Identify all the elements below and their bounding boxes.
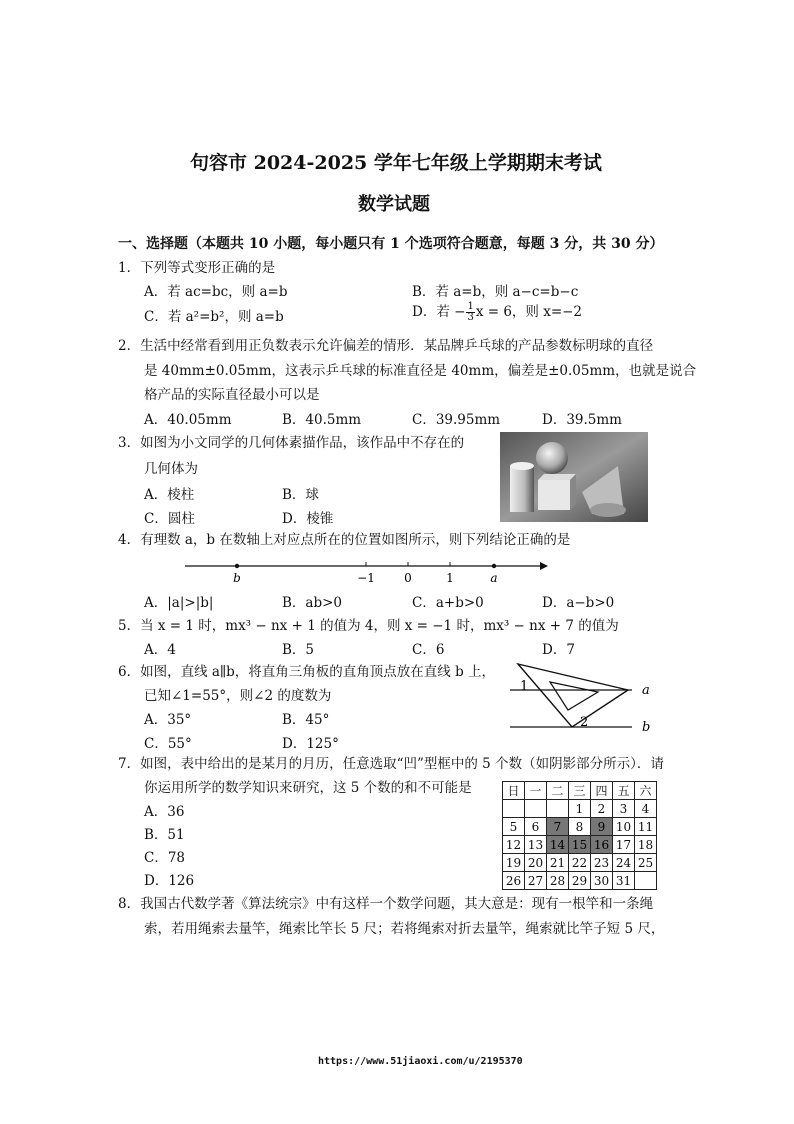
- calendar-cell: 22: [569, 854, 591, 872]
- line-b-label: b: [642, 720, 651, 735]
- label-0: 0: [404, 571, 412, 585]
- q8-line2: 索，若用绳索去量竿，绳索比竿长 5 尺；若将绳索对折去量竿，绳索就比竿子短 5 尺，: [144, 921, 665, 937]
- footer-url[interactable]: https://www.51jiaoxi.com/u/2195370: [318, 1056, 523, 1067]
- calendar-header-cell: 三: [569, 782, 591, 800]
- triangle-inner: [550, 682, 598, 710]
- page-subtitle: 数学试题: [358, 194, 430, 215]
- q6-option-d: D．125°: [282, 736, 339, 752]
- q1-stem: 1．下列等式变形正确的是: [118, 260, 276, 276]
- parallel-lines-triangle-figure: [500, 660, 660, 740]
- calendar-cell: [547, 800, 569, 818]
- q4-option-b: B．ab>0: [282, 595, 343, 611]
- q2-option-c: C．39.95mm: [412, 412, 501, 428]
- number-line-arrow-icon: [540, 562, 548, 570]
- calendar-row: [503, 872, 657, 890]
- cylinder-shape: [510, 466, 534, 512]
- q6-option-b: B．45°: [282, 712, 330, 728]
- fraction-numerator: 1: [467, 301, 474, 312]
- calendar-header-cell: 四: [591, 782, 613, 800]
- q6-option-c: C．55°: [144, 736, 192, 752]
- q3-option-b: B．球: [282, 487, 319, 503]
- calendar-header-cell: 六: [635, 782, 657, 800]
- line-a-label: a: [642, 683, 650, 698]
- calendar-header-cell: 五: [613, 782, 635, 800]
- calendar-cell: 20: [525, 854, 547, 872]
- label-minus1: −1: [357, 571, 375, 585]
- number-line-figure: [180, 558, 550, 586]
- calendar-cell: 8: [569, 818, 591, 836]
- q7-line1: 7．如图，表中给出的是某月的月历，任意选取“凹”型框中的 5 个数（如阴影部分所示）．请: [118, 756, 664, 772]
- calendar-cell: 2: [591, 800, 613, 818]
- q5-option-b: B．5: [282, 642, 315, 658]
- point-a: [492, 564, 496, 568]
- calendar-cell: 18: [635, 836, 657, 854]
- q2-line3: 格产品的实际直径最小可以是: [144, 387, 320, 403]
- calendar-cell: 12: [503, 836, 525, 854]
- prism-top: [538, 474, 576, 480]
- q5-option-d: D．7: [542, 642, 575, 658]
- q4-option-c: C．a+b>0: [412, 595, 484, 611]
- calendar-cell: 19: [503, 854, 525, 872]
- geometry-sketch-figure: [500, 432, 648, 522]
- calendar-cell-highlighted: 15: [569, 836, 591, 854]
- calendar-header-row: [503, 782, 657, 800]
- label-b: b: [233, 571, 241, 585]
- cylinder-top: [510, 462, 534, 470]
- calendar-row: [503, 818, 657, 836]
- q3-option-d: D．棱锥: [282, 511, 334, 527]
- calendar-cell-highlighted: 14: [547, 836, 569, 854]
- calendar-cell: 29: [569, 872, 591, 890]
- calendar-cell: [635, 872, 657, 890]
- label-a: a: [490, 571, 498, 585]
- calendar-header-cell: 日: [503, 782, 525, 800]
- q2-line1: 2．生活中经常看到用正负数表示允许偏差的情形．某品牌乒乓球的产品参数标明球的直径: [118, 338, 654, 354]
- calendar-cell-highlighted: 7: [547, 818, 569, 836]
- calendar-cell: 10: [613, 818, 635, 836]
- q4-stem: 4．有理数 a，b 在数轴上对应点所在的位置如图所示，则下列结论正确的是: [118, 532, 571, 548]
- q4-option-d: D．a−b>0: [542, 595, 615, 611]
- q6-line2: 已知∠1=55°，则∠2 的度数为: [144, 688, 332, 704]
- q1-option-c: C．若 a²=b²，则 a=b: [144, 309, 284, 325]
- q6-line1: 6．如图，直线 a∥b，将直角三角板的直角顶点放在直线 b 上，: [118, 664, 496, 680]
- sphere-shape: [536, 442, 568, 474]
- q3-option-c: C．圆柱: [144, 511, 195, 527]
- section-heading: 一、选择题（本题共 10 小题，每小题只有 1 个选项符合题意，每题 3 分，共 30 分）: [118, 236, 664, 252]
- q1-d-fraction: [466, 302, 474, 323]
- q7-option-b: B．51: [144, 827, 185, 843]
- calendar-row: [503, 836, 657, 854]
- calendar-header-cell: 一: [525, 782, 547, 800]
- calendar-cell-highlighted: 9: [591, 818, 613, 836]
- point-b: [235, 564, 239, 568]
- q2-option-b: B．40.5mm: [282, 412, 362, 428]
- q2-option-a: A．40.05mm: [144, 412, 232, 428]
- q1-option-d: [412, 300, 582, 323]
- calendar-cell: 6: [525, 818, 547, 836]
- calendar-cell: 27: [525, 872, 547, 890]
- q4-option-a: A．|a|>|b|: [144, 595, 214, 611]
- calendar-cell: 31: [613, 872, 635, 890]
- calendar-cell: 1: [569, 800, 591, 818]
- triangle-outer: [518, 664, 628, 727]
- calendar-cell: [525, 800, 547, 818]
- calendar-cell: 4: [635, 800, 657, 818]
- q7-option-a: A．36: [144, 804, 185, 820]
- q7-line2: 你运用所学的数学知识来研究，这 5 个数的和不可能是: [144, 780, 472, 796]
- cone-base: [590, 503, 626, 517]
- calendar-cell-highlighted: 16: [591, 836, 613, 854]
- q6-option-a: A．35°: [144, 712, 192, 728]
- calendar-cell: 26: [503, 872, 525, 890]
- q3-line1: 3．如图为小文同学的几何体素描作品，该作品中不存在的: [118, 435, 465, 451]
- calendar-cell: 21: [547, 854, 569, 872]
- calendar-cell: 11: [635, 818, 657, 836]
- calendar-cell: 28: [547, 872, 569, 890]
- q7-option-c: C．78: [144, 850, 186, 866]
- q2-line2: 是 40mm±0.05mm，这表示乒乓球的标准直径是 40mm，偏差是±0.05mm，也就是说合: [144, 363, 697, 379]
- q5-option-c: C．6: [412, 642, 445, 658]
- q1-option-b: B．若 a=b，则 a−c=b−c: [412, 284, 579, 300]
- calendar-cell: 24: [613, 854, 635, 872]
- angle-1-label: 1: [520, 679, 529, 694]
- page-title: 句容市 2024-2025 学年七年级上学期期末考试: [190, 152, 602, 174]
- q7-option-d: D．126: [144, 873, 195, 889]
- calendar-row: [503, 854, 657, 872]
- prism-side: [570, 474, 576, 510]
- q2-option-d: D．39.5mm: [542, 412, 622, 428]
- calendar-table: [502, 781, 657, 890]
- q5-stem: 5．当 x = 1 时，mx³ − nx + 1 的值为 4，则 x = −1 时，mx³ − nx + 7 的值为: [118, 618, 619, 634]
- q5-option-a: A．4: [144, 642, 176, 658]
- q8-line1: 8．我国古代数学著《算法统宗》中有这样一个数学问题，其大意是：现有一根竿和一条绳: [118, 896, 654, 912]
- calendar-row: [503, 800, 657, 818]
- q3-line2: 几何体为: [144, 461, 198, 477]
- calendar-cell: 23: [591, 854, 613, 872]
- prism-front: [538, 480, 570, 510]
- calendar-cell: 13: [525, 836, 547, 854]
- calendar-cell: [503, 800, 525, 818]
- q3-option-a: A．棱柱: [144, 487, 195, 503]
- calendar-cell: 25: [635, 854, 657, 872]
- calendar-cell: 30: [591, 872, 613, 890]
- angle-2-label: 2: [580, 715, 589, 730]
- label-1: 1: [446, 571, 454, 585]
- calendar-cell: 5: [503, 818, 525, 836]
- calendar-header-cell: 二: [547, 782, 569, 800]
- calendar-cell: 17: [613, 836, 635, 854]
- fraction-denominator: 3: [467, 312, 474, 323]
- q1-option-a: A．若 ac=bc，则 a=b: [144, 284, 288, 300]
- q1-d-prefix: D．若 −: [412, 304, 466, 320]
- calendar-cell: 3: [613, 800, 635, 818]
- q1-d-suffix: x = 6，则 x=−2: [475, 304, 583, 320]
